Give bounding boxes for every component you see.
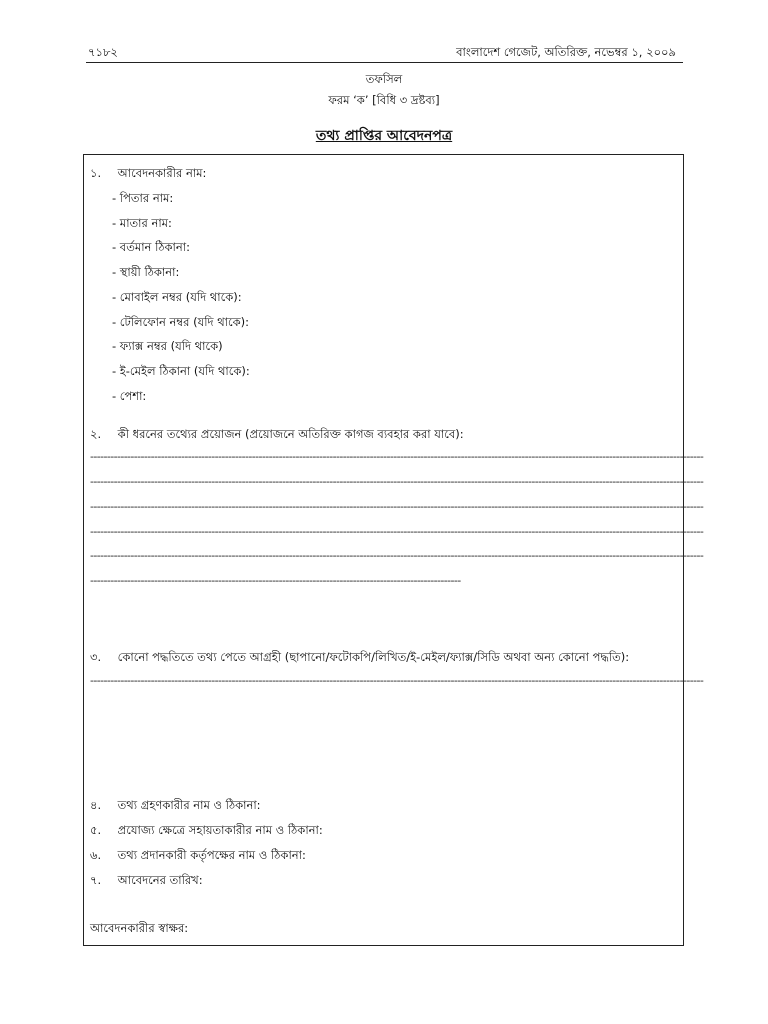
field-telephone: - টেলিফোন নম্বর (যদি থাকে):	[112, 315, 250, 329]
item-label: কী ধরনের তথ্যের প্রয়োজন (প্রয়োজনে অতিরিক্ত কাগজ ব্যবহার করা যাবে):	[117, 427, 464, 441]
gazette-header: বাংলাদেশ গেজেট, অতিরিক্ত, নভেম্বর ১, ২০০৯	[456, 45, 676, 59]
dotted-fill-line: --------------------------------------------------------------------------------------------------------------------------------------------------------------------------------------	[90, 674, 704, 687]
item-authority-name-address	[90, 848, 306, 862]
item-number: ৬.	[90, 848, 102, 862]
field-mother-name: - মাতার নাম:	[112, 216, 172, 230]
item-label: তথ্য প্রদানকারী কর্তৃপক্ষের নাম ও ঠিকানা:	[117, 848, 306, 862]
dotted-fill-line: --------------------------------------------------------------------------------------------------------------------------------------------------------------------------------------	[90, 475, 704, 488]
page-number: ৭১৮২	[88, 45, 118, 59]
item-application-date	[90, 873, 203, 887]
field-present-address: - বর্তমান ঠিকানা:	[112, 240, 190, 254]
applicant-signature-label: আবেদনকারীর স্বাক্ষর:	[90, 921, 189, 935]
item-label: কোনো পদ্ধতিতে তথ্য পেতে আগ্রহী (ছাপানো/ফটোকপি/লিখিত/ই-মেইল/ফ্যাক্স/সিডি অথবা অন্য কোনো পদ্ধতি):	[117, 650, 630, 664]
field-email: - ই-মেইল ঠিকানা (যদি থাকে):	[112, 364, 250, 378]
item-label: প্রযোজ্য ক্ষেত্রে সহায়তাকারীর নাম ও ঠিকানা:	[117, 823, 323, 837]
item-label: তথ্য গ্রহণকারীর নাম ও ঠিকানা:	[117, 798, 261, 812]
field-permanent-address: - স্থায়ী ঠিকানা:	[112, 265, 180, 279]
item-label: আবেদনের তারিখ:	[117, 873, 203, 887]
dotted-fill-line: --------------------------------------------------------------------------------------------------------------------------------------------------------------------------------------	[90, 500, 704, 513]
dotted-fill-line: --------------------------------------------------------------------------------------------------------------------------------------------------------------------------------------	[90, 525, 704, 538]
field-occupation: - পেশা:	[112, 389, 147, 403]
item-number: ৭.	[90, 873, 102, 887]
item-delivery-method	[90, 650, 629, 664]
item-number: ১.	[90, 166, 102, 180]
item-number: ২.	[90, 427, 102, 441]
form-reference: ফরম ‘ক’ [বিধি ৩ দ্রষ্টব্য]	[328, 93, 440, 107]
item-number: ৩.	[90, 650, 102, 664]
field-mobile: - মোবাইল নম্বর (যদি থাকে):	[112, 290, 242, 304]
item-number: ৫.	[90, 823, 102, 837]
field-father-name: - পিতার নাম:	[112, 191, 174, 205]
header-divider	[86, 62, 683, 63]
dotted-fill-line: --------------------------------------------------------------------------------------------------------------	[90, 574, 461, 587]
form-title-text: তথ্য প্রাপ্তির আবেদনপত্র	[315, 128, 453, 144]
item-label: আবেদনকারীর নাম:	[117, 166, 207, 180]
schedule-label: তফসিল	[365, 72, 403, 86]
item-applicant-name	[90, 166, 206, 180]
item-information-required	[90, 427, 464, 441]
item-assistant-name-address	[90, 823, 323, 837]
item-recipient-name-address	[90, 798, 261, 812]
item-number: ৪.	[90, 798, 102, 812]
form-title	[0, 124, 768, 148]
dotted-fill-line: --------------------------------------------------------------------------------------------------------------------------------------------------------------------------------------	[90, 549, 704, 562]
dotted-fill-line: --------------------------------------------------------------------------------------------------------------------------------------------------------------------------------------	[90, 450, 704, 463]
field-fax: - ফ্যাক্স নম্বর (যদি থাকে)	[112, 339, 223, 353]
